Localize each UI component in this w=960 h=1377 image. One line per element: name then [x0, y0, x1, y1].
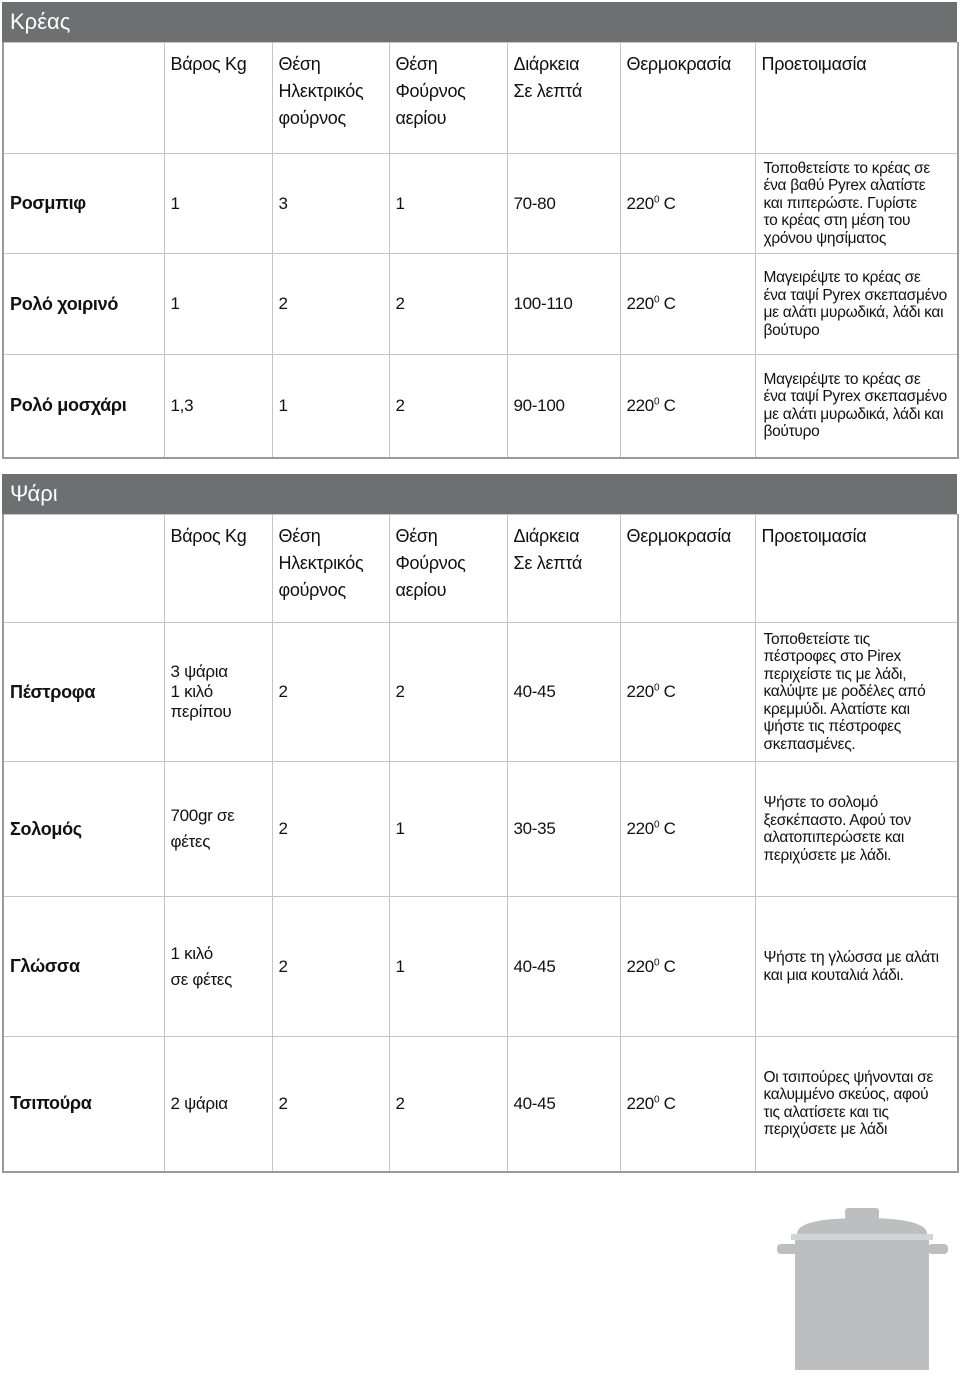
- temperature-cell: [620, 1037, 755, 1172]
- dish-name: Ρολό χοιρινό: [3, 254, 164, 355]
- temp-unit: C: [663, 395, 676, 415]
- weight-cell: 1: [164, 254, 272, 355]
- temp-degree: 0: [653, 294, 660, 306]
- prep-line: ψήστε τις πέστροφες: [763, 718, 901, 736]
- header-text: φούρνος: [278, 580, 346, 600]
- temperature-cell: [620, 897, 755, 1037]
- meat-header-weight: [164, 43, 272, 154]
- electric-position-cell: 3: [272, 154, 389, 254]
- prep-line: αλατοπιπερώσετε και: [763, 829, 904, 846]
- prep-line: Μαγειρέψτε το κρέας σε: [763, 269, 921, 286]
- weight-cell: 1,3: [164, 355, 272, 458]
- weight-cell: [164, 762, 272, 897]
- table-row: [3, 623, 958, 762]
- prep-line: καλυμμένο σκεύος, αφού: [763, 1086, 929, 1104]
- prep-line: πέστροφες στο Pirex: [763, 648, 901, 666]
- fish-section-title: Ψάρι: [2, 474, 957, 514]
- prep-line: χρόνου ψησίματος: [763, 229, 886, 247]
- table-row: [3, 762, 958, 897]
- temp-unit: C: [663, 682, 676, 701]
- temp-degree: 0: [653, 193, 660, 205]
- header-text: Σε λεπτά: [513, 81, 582, 101]
- header-text: Φούρνος: [395, 553, 466, 573]
- fish-header-duration: [507, 515, 620, 623]
- prep-line: κρεμμύδι. Αλατίστε και: [763, 700, 910, 718]
- temperature-cell: [620, 355, 755, 458]
- meat-header-name: [3, 43, 164, 154]
- fish-header-preparation: [755, 515, 958, 623]
- header-text: αερίου: [395, 580, 447, 600]
- gas-position-cell: 2: [389, 355, 507, 458]
- weight-line: περίπου: [170, 702, 232, 721]
- prep-line: βούτυρο: [763, 423, 820, 441]
- header-text: Βάρος Kg: [170, 54, 247, 74]
- temp-unit: C: [663, 956, 676, 976]
- meat-table: [2, 42, 959, 459]
- prep-line: Ψήστε τη γλώσσα με αλάτι: [763, 949, 939, 966]
- dish-name: Πέστροφα: [3, 623, 164, 762]
- temp-value: 220: [626, 819, 654, 838]
- weight-line: 700gr σε: [170, 806, 235, 825]
- temp-degree: 0: [653, 682, 660, 694]
- prep-line: ξεσκέπαστο. Αφού τον: [763, 811, 911, 829]
- gas-position-cell: 2: [389, 254, 507, 355]
- prep-line: ένα ταψί Pyrex σκεπασμένο: [763, 286, 947, 304]
- prep-line: Ψήστε το σολομό: [763, 794, 878, 811]
- preparation-cell: [755, 623, 958, 762]
- weight-cell: [164, 623, 272, 762]
- weight-line: 3 ψάρια: [170, 662, 228, 681]
- weight-cell: [164, 897, 272, 1037]
- duration-cell: 40-45: [507, 623, 620, 762]
- header-text: Φούρνος: [395, 81, 466, 101]
- duration-cell: 100-110: [507, 254, 620, 355]
- duration-cell: 40-45: [507, 897, 620, 1037]
- meat-header-gas: [389, 43, 507, 154]
- temp-unit: C: [663, 819, 676, 838]
- header-text: Θερμοκρασία: [626, 54, 732, 74]
- temp-value: 220: [626, 1093, 654, 1113]
- prep-line: και μια κουταλιά λάδι.: [763, 966, 904, 984]
- electric-position-cell: 2: [272, 254, 389, 355]
- temp-degree: 0: [653, 956, 660, 968]
- prep-line: βούτυρο: [763, 321, 820, 339]
- temp-value: 220: [626, 682, 654, 701]
- prep-line: με αλάτι μυρωδικά, λάδι και: [763, 304, 944, 321]
- fish-header-row: [3, 515, 958, 623]
- header-text: Προετοιμασία: [761, 54, 867, 74]
- duration-cell: 90-100: [507, 355, 620, 458]
- gas-position-cell: 1: [389, 762, 507, 897]
- header-text: Θέση: [395, 54, 438, 74]
- prep-line: Οι τσιπούρες ψήνονται σε: [763, 1068, 933, 1086]
- electric-position-cell: 1: [272, 355, 389, 458]
- header-text: Θέση: [395, 526, 438, 546]
- preparation-cell: [755, 762, 958, 897]
- prep-line: το κρέας στη μέση του: [763, 212, 911, 230]
- weight-line: φέτες: [170, 832, 211, 851]
- prep-line: ένα ταψί Pyrex σκεπασμένο: [763, 388, 947, 406]
- prep-line: Μαγειρέψτε το κρέας σε: [763, 370, 921, 388]
- gas-position-cell: 2: [389, 1037, 507, 1172]
- temp-unit: C: [663, 193, 676, 213]
- prep-line: τις αλατίσετε και τις: [763, 1103, 889, 1121]
- table-row: [3, 355, 958, 458]
- temp-unit: C: [663, 294, 676, 313]
- fish-header-electric: [272, 515, 389, 623]
- temp-value: 220: [626, 294, 654, 313]
- temp-degree: 0: [653, 396, 660, 408]
- preparation-cell: [755, 897, 958, 1037]
- electric-position-cell: 2: [272, 1037, 389, 1172]
- dish-name: Ρολό μοσχάρι: [3, 355, 164, 458]
- header-text: Ηλεκτρικός: [278, 553, 364, 573]
- header-text: Σε λεπτά: [513, 553, 582, 573]
- electric-position-cell: 2: [272, 623, 389, 762]
- weight-line: 1 κιλό: [170, 943, 213, 963]
- electric-position-cell: 2: [272, 897, 389, 1037]
- prep-line: ένα βαθύ Pyrex αλατίστε: [763, 177, 926, 195]
- meat-header-row: [3, 43, 958, 154]
- header-text: Διάρκεια: [513, 54, 580, 74]
- weight-line: σε φέτες: [170, 969, 232, 989]
- prep-line: περιχύσετε με λάδι: [763, 1121, 888, 1139]
- temperature-cell: [620, 623, 755, 762]
- dish-name: Σολομός: [3, 762, 164, 897]
- meat-header-temperature: [620, 43, 755, 154]
- prep-line: Τοποθετείστε το κρέας σε: [763, 159, 930, 177]
- temp-unit: C: [663, 1093, 676, 1113]
- header-text: φούρνος: [278, 108, 346, 128]
- dish-name: Γλώσσα: [3, 897, 164, 1037]
- duration-cell: 40-45: [507, 1037, 620, 1172]
- dish-name: Τσιπούρα: [3, 1037, 164, 1172]
- header-text: Ηλεκτρικός: [278, 81, 364, 101]
- prep-line: περιχείστε τις με λάδι,: [763, 665, 907, 683]
- meat-header-electric: [272, 43, 389, 154]
- preparation-cell: [755, 154, 958, 254]
- prep-line: και πιπερώστε. Γυρίστε: [763, 194, 917, 212]
- fish-header-weight: [164, 515, 272, 623]
- prep-line: περιχύσετε με λάδι.: [763, 846, 892, 864]
- prep-line: Τοποθετείστε τις: [763, 630, 870, 648]
- cooking-pot-icon: [775, 1200, 950, 1370]
- header-text: αερίου: [395, 108, 447, 128]
- gas-position-cell: 1: [389, 154, 507, 254]
- temperature-cell: [620, 154, 755, 254]
- preparation-cell: [755, 254, 958, 355]
- dish-name: Ροσμπιφ: [3, 154, 164, 254]
- table-row: [3, 897, 958, 1037]
- gas-position-cell: 1: [389, 897, 507, 1037]
- header-text: Βάρος Kg: [170, 526, 247, 546]
- prep-line: σκεπασμένες.: [763, 735, 856, 753]
- meat-section-title: Κρέας: [2, 2, 957, 42]
- electric-position-cell: 2: [272, 762, 389, 897]
- fish-header-name: [3, 515, 164, 623]
- table-row: [3, 1037, 958, 1172]
- prep-line: καλύψτε με ροδέλες από: [763, 683, 926, 701]
- fish-header-gas: [389, 515, 507, 623]
- temperature-cell: [620, 762, 755, 897]
- gas-position-cell: 2: [389, 623, 507, 762]
- meat-header-preparation: [755, 43, 958, 154]
- fish-header-temperature: [620, 515, 755, 623]
- meat-header-duration: [507, 43, 620, 154]
- table-row: [3, 254, 958, 355]
- temp-value: 220: [626, 956, 654, 976]
- preparation-cell: [755, 1037, 958, 1172]
- temp-value: 220: [626, 193, 654, 213]
- preparation-cell: [755, 355, 958, 458]
- temp-degree: 0: [653, 819, 660, 831]
- header-text: Διάρκεια: [513, 526, 580, 546]
- duration-cell: 70-80: [507, 154, 620, 254]
- duration-cell: 30-35: [507, 762, 620, 897]
- header-text: Θέση: [278, 526, 321, 546]
- header-text: Θέση: [278, 54, 321, 74]
- prep-line: με αλάτι μυρωδικά, λάδι και: [763, 405, 944, 423]
- temp-value: 220: [626, 395, 654, 415]
- fish-table: [2, 514, 959, 1173]
- header-text: Προετοιμασία: [761, 526, 867, 546]
- temperature-cell: [620, 254, 755, 355]
- weight-cell: 1: [164, 154, 272, 254]
- table-row: [3, 154, 958, 254]
- weight-line: 1 κιλό: [170, 682, 213, 701]
- weight-cell: 2 ψάρια: [164, 1037, 272, 1172]
- temp-degree: 0: [653, 1094, 660, 1106]
- header-text: Θερμοκρασία: [626, 526, 732, 546]
